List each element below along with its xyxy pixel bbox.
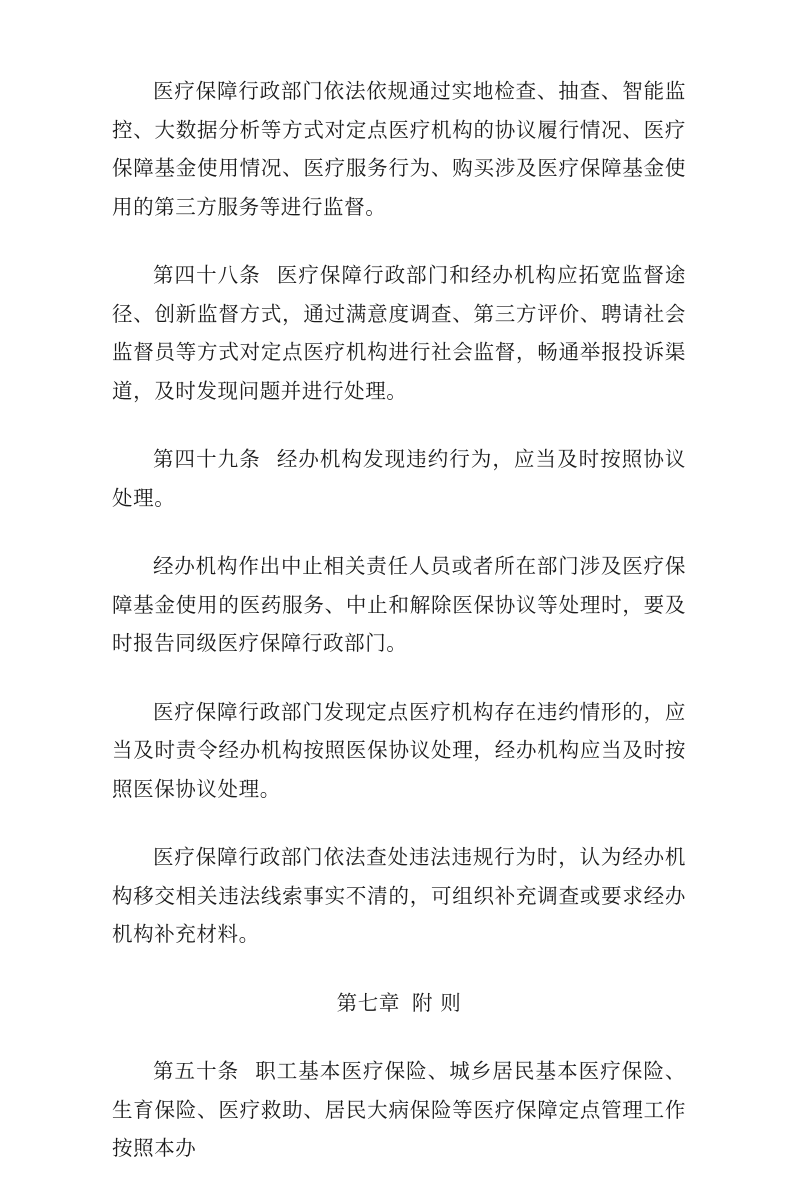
article-number: 第五十条 bbox=[153, 1059, 240, 1083]
paragraph-text: 经办机构作出中止相关责任人员或者所在部门涉及医疗保障基金使用的医药服务、中止和解除医保协议等处理时，要及时报告同级医疗保障行政部门。 bbox=[112, 554, 686, 655]
chapter-number: 第七章 bbox=[336, 990, 400, 1015]
article-49 bbox=[112, 440, 686, 517]
paragraph-text: 医疗保障行政部门依法查处违法违规行为时，认为经办机构移交相关违法线索事实不清的，可组织补充调查或要求经办机构补充材料。 bbox=[112, 845, 686, 946]
article-48 bbox=[112, 256, 686, 410]
article-text: 经办机构发现违约行为，应当及时按照协议处理。 bbox=[112, 447, 687, 510]
paragraph-text: 医疗保障行政部门依法依规通过实地检查、抽查、智能监控、大数据分析等方式对定点医疗机构的协议履行情况、医疗保障基金使用情况、医疗服务行为、购买涉及医疗保障基金使用的第三方服务等进行监督。 bbox=[112, 79, 686, 219]
document-page bbox=[112, 72, 686, 1198]
paragraph-text: 医疗保障行政部门发现定点医疗机构存在违约情形的，应当及时责令经办机构按照医保协议处理，经办机构应当及时按照医保协议处理。 bbox=[112, 699, 686, 801]
paragraph-supervision-methods bbox=[112, 72, 686, 226]
paragraph-supplementary-investigation bbox=[112, 838, 686, 954]
article-text: 医疗保障行政部门和经办机构应拓宽监督途径、创新监督方式，通过满意度调查、第三方评价、聘请社会监督员等方式对定点医疗机构进行社会监督，畅通举报投诉渠道，及时发现问题并进行处理。 bbox=[112, 263, 687, 403]
article-number: 第四十九条 bbox=[153, 447, 261, 471]
paragraph-report-suspension bbox=[112, 547, 686, 663]
article-text: 职工基本医疗保险、城乡居民基本医疗保险、生育保险、医疗救助、居民大病保险等医疗保障定点管理工作按照本办 bbox=[112, 1059, 686, 1160]
paragraph-order-handling bbox=[112, 693, 686, 809]
chapter-heading bbox=[112, 984, 686, 1023]
article-50 bbox=[112, 1052, 686, 1168]
chapter-title: 附 则 bbox=[411, 990, 462, 1015]
article-number: 第四十八条 bbox=[153, 263, 261, 287]
